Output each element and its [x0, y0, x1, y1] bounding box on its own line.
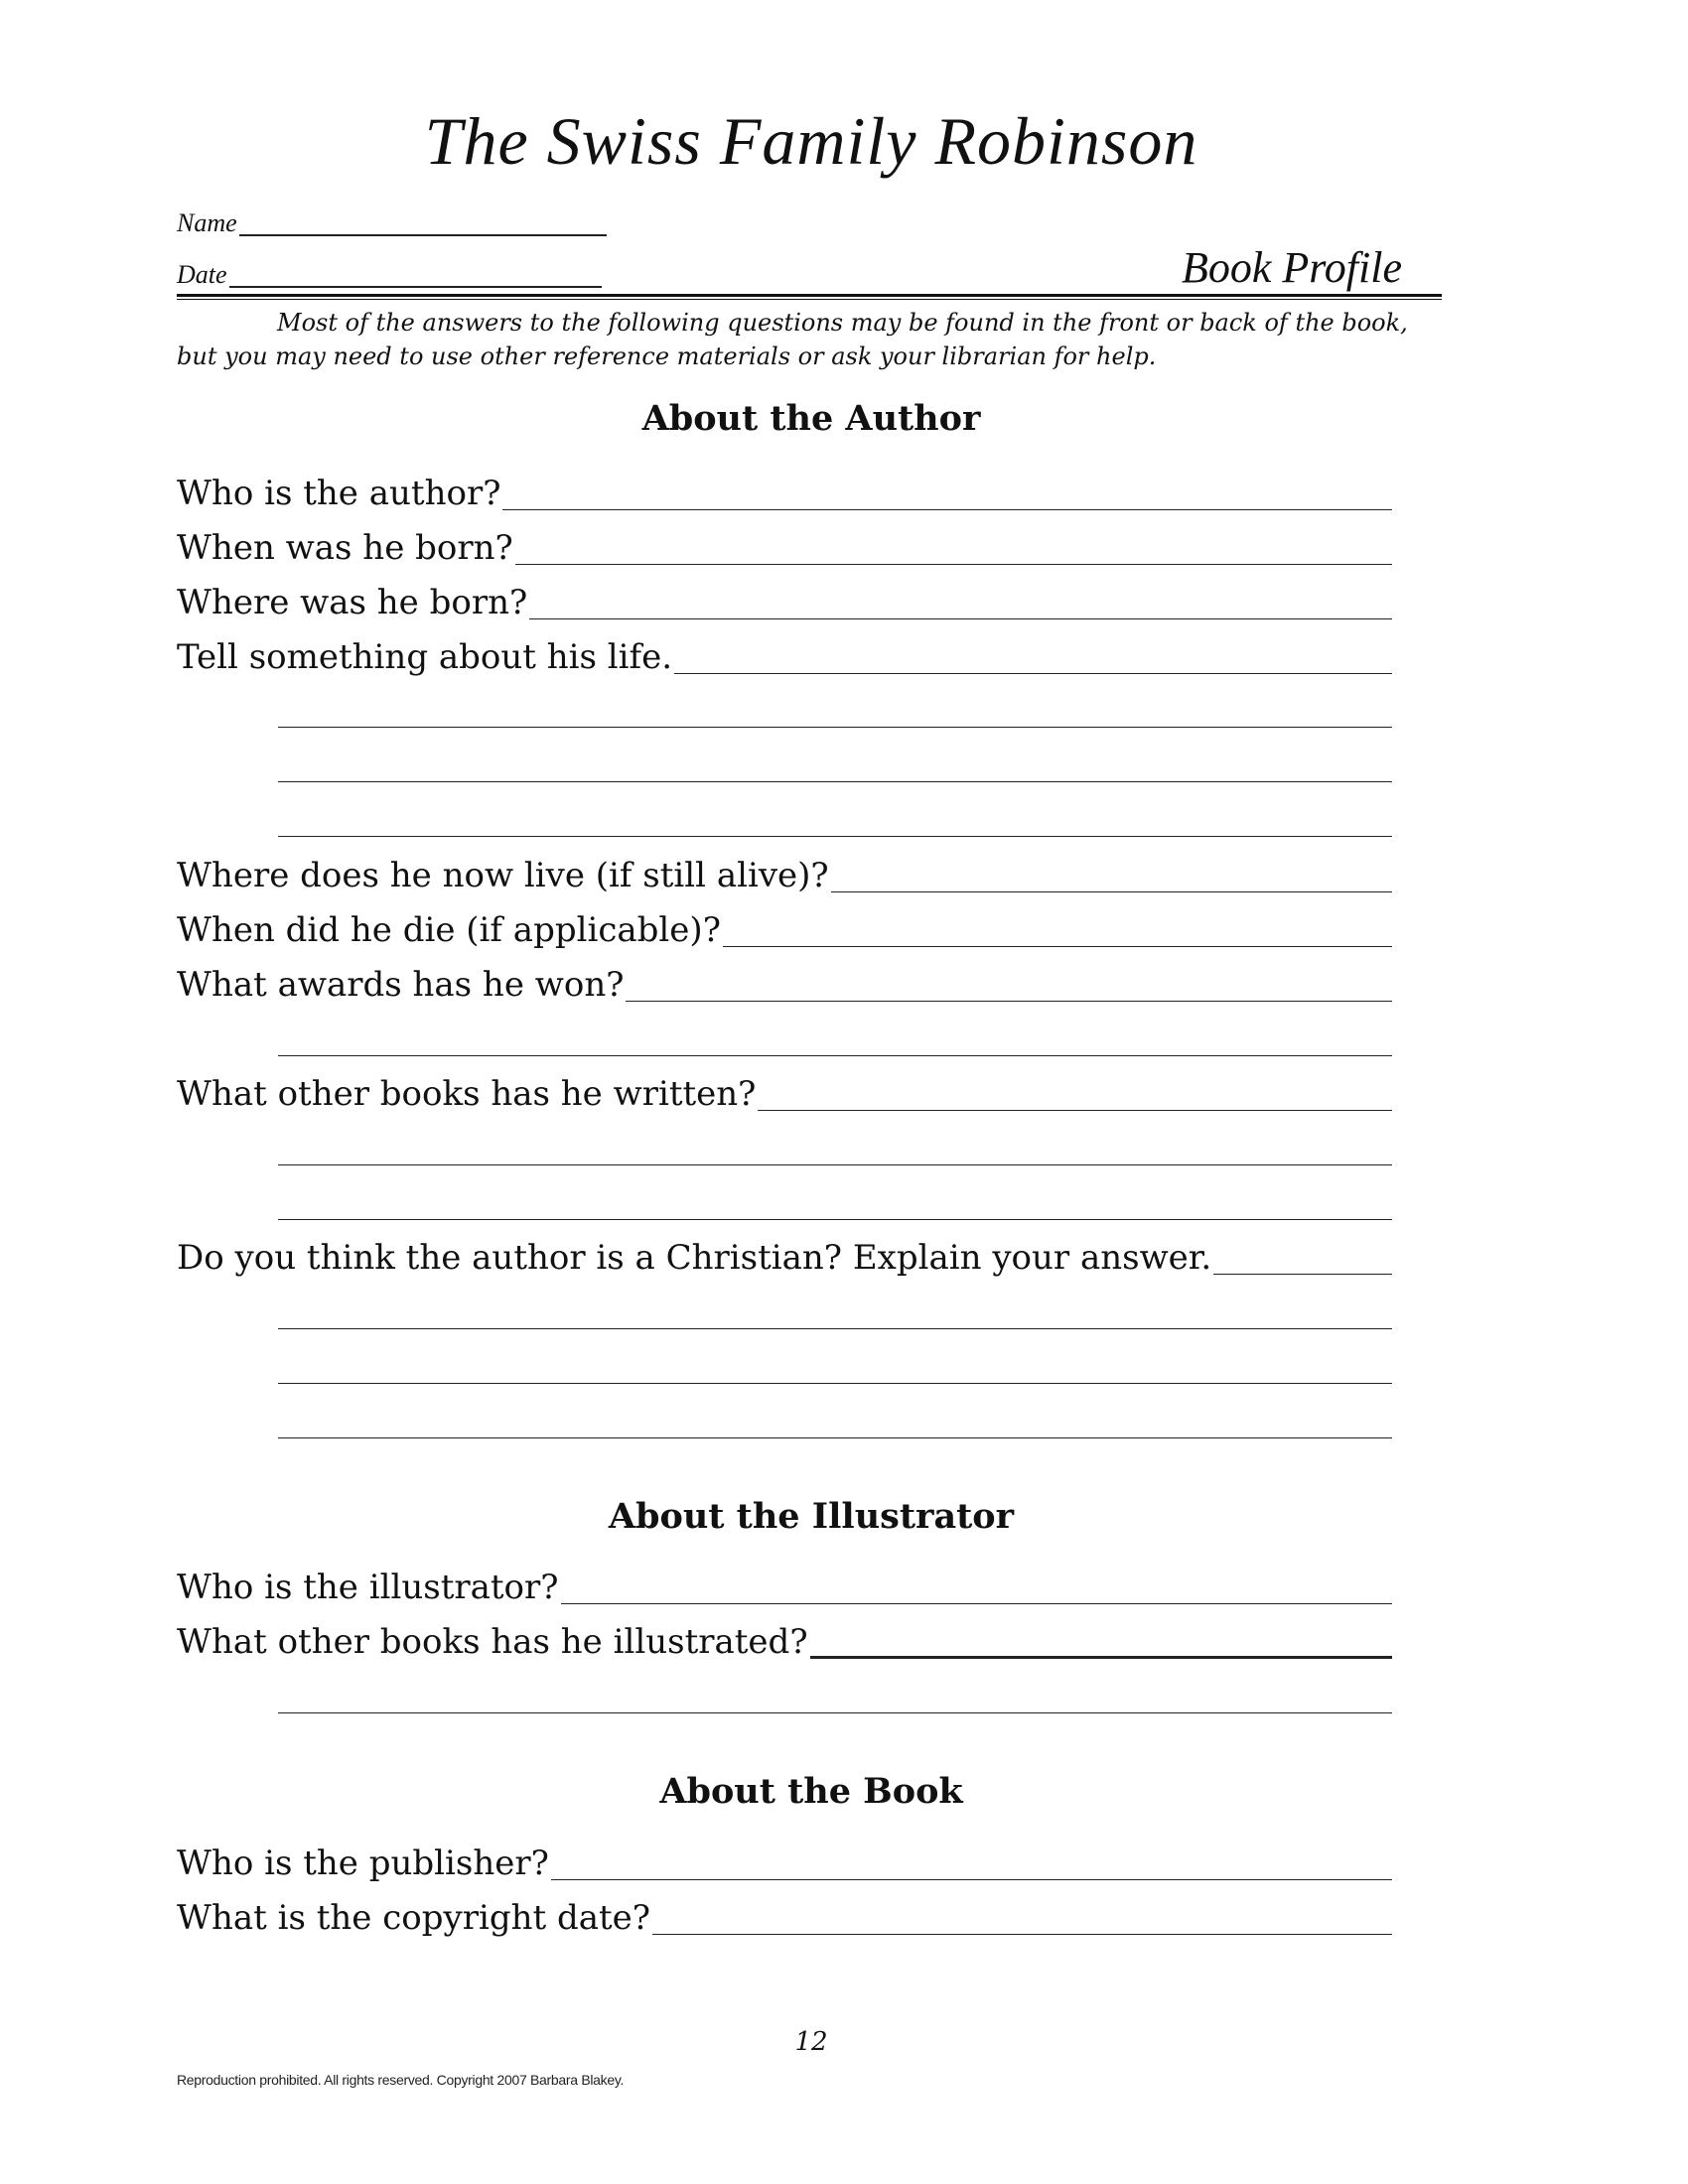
- question-author-name: [177, 474, 1392, 513]
- name-field[interactable]: [239, 212, 607, 236]
- question-illustrator-name: [177, 1568, 1392, 1607]
- question-author-life: [177, 637, 1392, 677]
- date-field[interactable]: [229, 264, 602, 288]
- answer-line[interactable]: [674, 645, 1392, 674]
- answer-line-extra[interactable]: [278, 1437, 1392, 1438]
- answer-line-extra[interactable]: [278, 1164, 1392, 1165]
- copyright-footer: Reproduction prohibited. All rights reserved. Copyright 2007 Barbara Blakey.: [177, 2072, 625, 2088]
- question-author-residence: [177, 856, 1392, 895]
- section-heading-book: About the Book: [659, 1771, 963, 1812]
- date-field-row: [177, 262, 602, 288]
- answer-line[interactable]: [810, 1628, 1392, 1659]
- intro-paragraph: Most of the answers to the following questions may be found in the front or back of the book, but you may need to use other reference materials or ask your librarian for help.: [177, 309, 1408, 370]
- page-title: The Swiss Family Robinson: [424, 103, 1198, 179]
- question-label: Who is the publisher?: [177, 1843, 549, 1883]
- question-label: Who is the illustrator?: [177, 1568, 559, 1607]
- question-label: What is the copyright date?: [177, 1898, 650, 1938]
- answer-line-extra[interactable]: [278, 1328, 1392, 1329]
- question-label: What other books has he illustrated?: [177, 1622, 808, 1662]
- question-author-other-books: [177, 1074, 1392, 1114]
- question-label: When did he die (if applicable)?: [177, 910, 721, 950]
- answer-line[interactable]: [502, 481, 1392, 510]
- question-label: Do you think the author is a Christian? Explain your answer.: [177, 1238, 1212, 1278]
- section-heading-author: About the Author: [641, 398, 981, 439]
- answer-line-extra[interactable]: [278, 781, 1392, 782]
- header-divider: [177, 294, 1442, 300]
- question-illustrator-other-books: [177, 1622, 1392, 1662]
- question-label: What awards has he won?: [177, 965, 625, 1005]
- answer-line[interactable]: [529, 591, 1392, 619]
- date-label: Date: [177, 260, 227, 289]
- question-label: Who is the author?: [177, 474, 501, 513]
- answer-line[interactable]: [723, 918, 1392, 947]
- answer-line-extra[interactable]: [278, 1383, 1392, 1384]
- answer-line-extra[interactable]: [278, 1712, 1392, 1713]
- question-label: When was he born?: [177, 528, 513, 568]
- question-copyright-date: [177, 1898, 1392, 1938]
- answer-line-extra[interactable]: [278, 727, 1392, 728]
- question-label: Tell something about his life.: [177, 637, 673, 677]
- answer-line[interactable]: [831, 864, 1392, 892]
- answer-line[interactable]: [1213, 1246, 1392, 1275]
- answer-line-extra[interactable]: [278, 1055, 1392, 1056]
- answer-line[interactable]: [551, 1851, 1392, 1880]
- question-author-born-where: [177, 583, 1392, 622]
- name-field-row: [177, 210, 607, 236]
- question-author-born-when: [177, 528, 1392, 568]
- book-profile-label: Book Profile: [1182, 243, 1402, 292]
- answer-line-extra[interactable]: [278, 836, 1392, 837]
- question-publisher: [177, 1843, 1392, 1883]
- name-label: Name: [177, 208, 237, 237]
- answer-line[interactable]: [652, 1906, 1392, 1935]
- page-number: 12: [794, 2027, 828, 2057]
- question-label: What other books has he written?: [177, 1074, 757, 1114]
- section-heading-illustrator: About the Illustrator: [608, 1496, 1015, 1537]
- question-label: Where was he born?: [177, 583, 528, 622]
- question-author-awards: [177, 965, 1392, 1005]
- answer-line[interactable]: [515, 536, 1392, 565]
- answer-line[interactable]: [561, 1575, 1392, 1604]
- question-author-christian: [177, 1238, 1392, 1278]
- answer-line[interactable]: [626, 973, 1392, 1002]
- answer-line[interactable]: [758, 1082, 1392, 1111]
- answer-line-extra[interactable]: [278, 1219, 1392, 1220]
- question-author-death: [177, 910, 1392, 950]
- question-label: Where does he now live (if still alive)?: [177, 856, 829, 895]
